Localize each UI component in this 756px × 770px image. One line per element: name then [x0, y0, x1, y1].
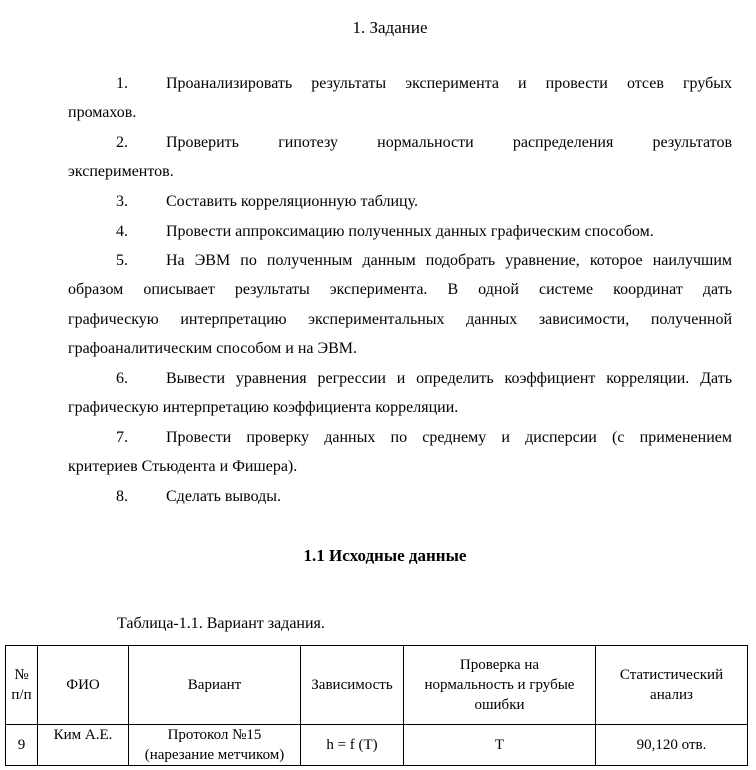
task-number: 3.: [116, 193, 128, 210]
cell-fio: Ким А.Е.: [38, 725, 129, 766]
task-item-8: [68, 482, 732, 511]
header-statistical-analysis: [596, 646, 748, 725]
task-text: Сделать выводы.: [166, 488, 282, 505]
header-fio-label: ФИО: [66, 677, 100, 693]
header-stat-line2: анализ: [650, 687, 693, 703]
task-text: Составить корреляционную таблицу.: [166, 193, 419, 210]
header-dependency-label: Зависимость: [311, 677, 393, 693]
header-number-line1: №: [14, 667, 29, 683]
task-item-1: [68, 69, 732, 128]
header-normality-line3: ошибки: [474, 697, 525, 713]
task-item-4: [68, 217, 732, 246]
cell-statistical-analysis: 90,120 отв.: [596, 725, 748, 766]
task-text: Проанализировать результаты эксперимента и провести отсев грубых: [166, 75, 732, 92]
cell-variant: [129, 725, 301, 766]
cell-variant-line2: (нарезание метчиком): [144, 747, 285, 763]
task-text-continuation: графоаналитическим способом и на ЭВМ.: [68, 340, 357, 358]
task-text-continuation: промахов.: [68, 104, 137, 122]
task-number: 5.: [116, 252, 128, 269]
header-stat-line1: Статистический: [619, 667, 724, 683]
task-number: 8.: [116, 488, 128, 505]
header-fio: [38, 646, 129, 725]
header-variant: [129, 646, 301, 725]
subsection-title: 1.1 Исходные данные: [303, 546, 467, 565]
task-item-7: [68, 423, 732, 482]
header-normality-line1: Проверка на: [459, 657, 540, 673]
table-header-row: [6, 646, 748, 725]
task-item-2: [68, 128, 732, 187]
cell-variant-line1: Протокол №15: [167, 727, 262, 743]
task-text-continuation: графическую интерпретацию экспериментальных данных зависимости, полученной: [68, 310, 732, 328]
header-normality-line2: нормальность и грубые: [424, 677, 575, 693]
table-row: [6, 725, 748, 766]
task-text-continuation: критериев Стьюдента и Фишера).: [68, 458, 298, 476]
task-item-6: [68, 364, 732, 423]
section-title: 1. Задание: [352, 18, 428, 37]
task-text: На ЭВМ по полученным данным подобрать уравнение, которое наилучшим: [166, 252, 732, 269]
variant-table: [5, 645, 748, 766]
task-number: 7.: [116, 429, 128, 446]
header-normality-check: [404, 646, 596, 725]
header-variant-label: Вариант: [187, 677, 242, 693]
task-text: Вывести уравнения регрессии и определить коэффициент корреляции. Дать: [166, 370, 732, 387]
task-text: Провести проверку данных по среднему и дисперсии (с применением: [166, 429, 732, 446]
cell-normality-check: T: [404, 725, 596, 766]
task-number: 4.: [116, 223, 128, 240]
task-item-5: [68, 246, 732, 364]
task-text-continuation: графическую интерпретацию коэффициента корреляции.: [68, 399, 459, 417]
header-number: [6, 646, 38, 725]
task-item-3: [68, 187, 732, 216]
task-text-continuation: образом описывает результаты эксперимента. В одной системе координат дать: [68, 281, 732, 299]
task-text: Провести аппроксимацию полученных данных графическим способом.: [166, 223, 654, 240]
task-text-continuation: экспериментов.: [68, 163, 174, 181]
task-number: 2.: [116, 134, 128, 151]
task-text: Проверить гипотезу нормальности распределения результатов: [166, 134, 732, 151]
task-number: 1.: [116, 75, 128, 92]
cell-number: 9: [6, 725, 38, 766]
table-caption: Таблица-1.1. Вариант задания.: [117, 615, 325, 632]
cell-dependency: h = f (T): [301, 725, 404, 766]
header-number-line2: п/п: [11, 687, 32, 703]
header-dependency: [301, 646, 404, 725]
task-number: 6.: [116, 370, 128, 387]
